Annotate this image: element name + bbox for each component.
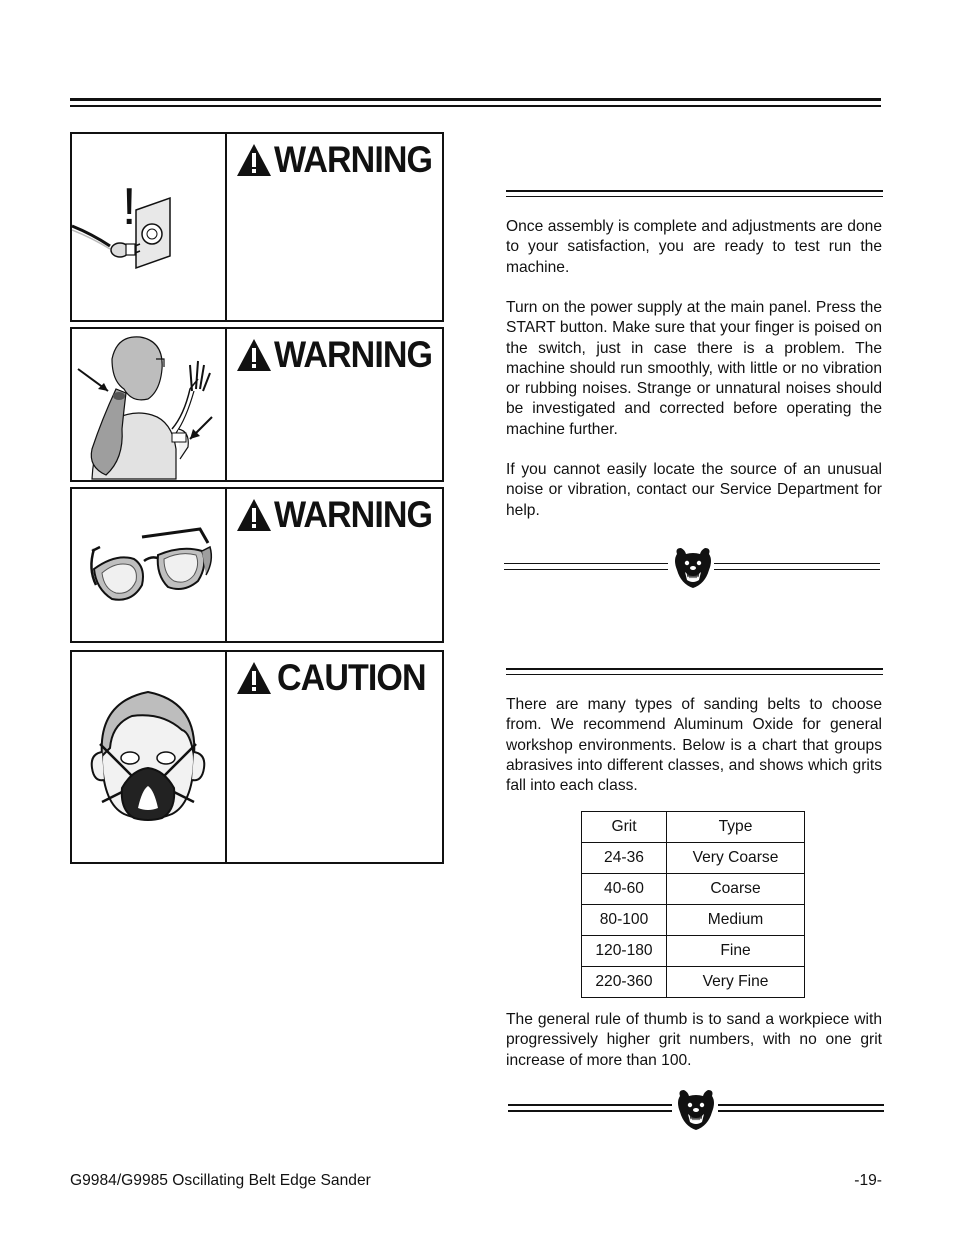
rule-of-thumb-paragraph: The general rule of thumb is to sand a workpiece with progressively higher grit numbers, with no one grit increase of more than 100. — [506, 1011, 882, 1069]
sanding-belts-intro: There are many types of sanding belts to choose from. We recommend Aluminum Oxide for general workshop environments. Below is a chart that groups abrasives into different classes, and shows which grits fall into each class. — [506, 696, 882, 795]
warning-header — [235, 335, 446, 375]
table-header-grit: Grit — [582, 812, 667, 843]
signal-word: CAUTION — [277, 657, 426, 698]
table-cell-type: Very Fine — [667, 967, 805, 998]
bear-logo-icon — [676, 1088, 716, 1132]
warning-image-cell — [72, 329, 227, 480]
caution-triangle-icon — [235, 660, 273, 696]
bear-logo-icon — [673, 546, 713, 590]
warning-header — [235, 140, 446, 180]
signal-word: WARNING — [274, 334, 433, 375]
signal-word: WARNING — [274, 494, 433, 535]
footer-manual-title: G9984/G9985 Oscillating Belt Edge Sander — [70, 1172, 371, 1189]
footer-page-number: -19- — [854, 1172, 882, 1189]
table-cell-grit: 80-100 — [582, 905, 667, 936]
table-row — [582, 905, 805, 936]
svg-text:!: ! — [122, 178, 137, 236]
warning-image-cell — [72, 652, 227, 862]
tied-back-hair-no-loose-clothing-icon — [72, 329, 225, 480]
section-rule-sanding-belts — [506, 668, 883, 676]
test-run-paragraph-3: If you cannot easily locate the source of an unusual noise or vibration, contact our Service Department for help. — [506, 461, 882, 519]
table-row — [582, 843, 805, 874]
bear-divider — [508, 1090, 888, 1130]
table-header-type: Type — [667, 812, 805, 843]
test-run-paragraph-2: Turn on the power supply at the main panel. Press the START button. Make sure that your finger is poised on the switch, just in case there is a problem. The machine should run smoothly, with little or no vibration or rubbing noises. Strange or unnatural noises should be investigated and corrected before operating the machine further. — [506, 299, 882, 438]
warning-header — [235, 495, 446, 535]
warning-triangle-icon — [235, 142, 273, 178]
bear-divider — [504, 546, 884, 586]
caution-box-respirator — [70, 650, 444, 864]
section-rule-test-run — [506, 190, 883, 198]
dust-mask-respirator-icon — [72, 652, 225, 862]
table-cell-grit: 24-36 — [582, 843, 667, 874]
table-row — [582, 936, 805, 967]
warning-triangle-icon — [235, 497, 273, 533]
table-cell-type: Coarse — [667, 874, 805, 905]
table-cell-type: Medium — [667, 905, 805, 936]
header-double-rule — [70, 98, 881, 108]
table-cell-type: Very Coarse — [667, 843, 805, 874]
caution-header — [235, 658, 439, 698]
table-row — [582, 967, 805, 998]
unplugged-power-cord-icon — [72, 134, 225, 320]
warning-box-unplug — [70, 132, 444, 322]
grit-chart-table — [581, 811, 805, 998]
warning-image-cell — [72, 134, 227, 320]
table-cell-grit: 120-180 — [582, 936, 667, 967]
warning-box-hair-clothing — [70, 327, 444, 482]
signal-word: WARNING — [274, 139, 433, 180]
table-header-row — [582, 812, 805, 843]
safety-glasses-icon — [72, 489, 225, 641]
table-cell-grit: 40-60 — [582, 874, 667, 905]
warning-triangle-icon — [235, 337, 273, 373]
test-run-paragraph-1: Once assembly is complete and adjustments are done to your satisfaction, you are ready to test run the machine. — [506, 218, 882, 276]
table-cell-type: Fine — [667, 936, 805, 967]
warning-box-eye-protection — [70, 487, 444, 643]
table-row — [582, 874, 805, 905]
warning-image-cell — [72, 489, 227, 641]
table-cell-grit: 220-360 — [582, 967, 667, 998]
